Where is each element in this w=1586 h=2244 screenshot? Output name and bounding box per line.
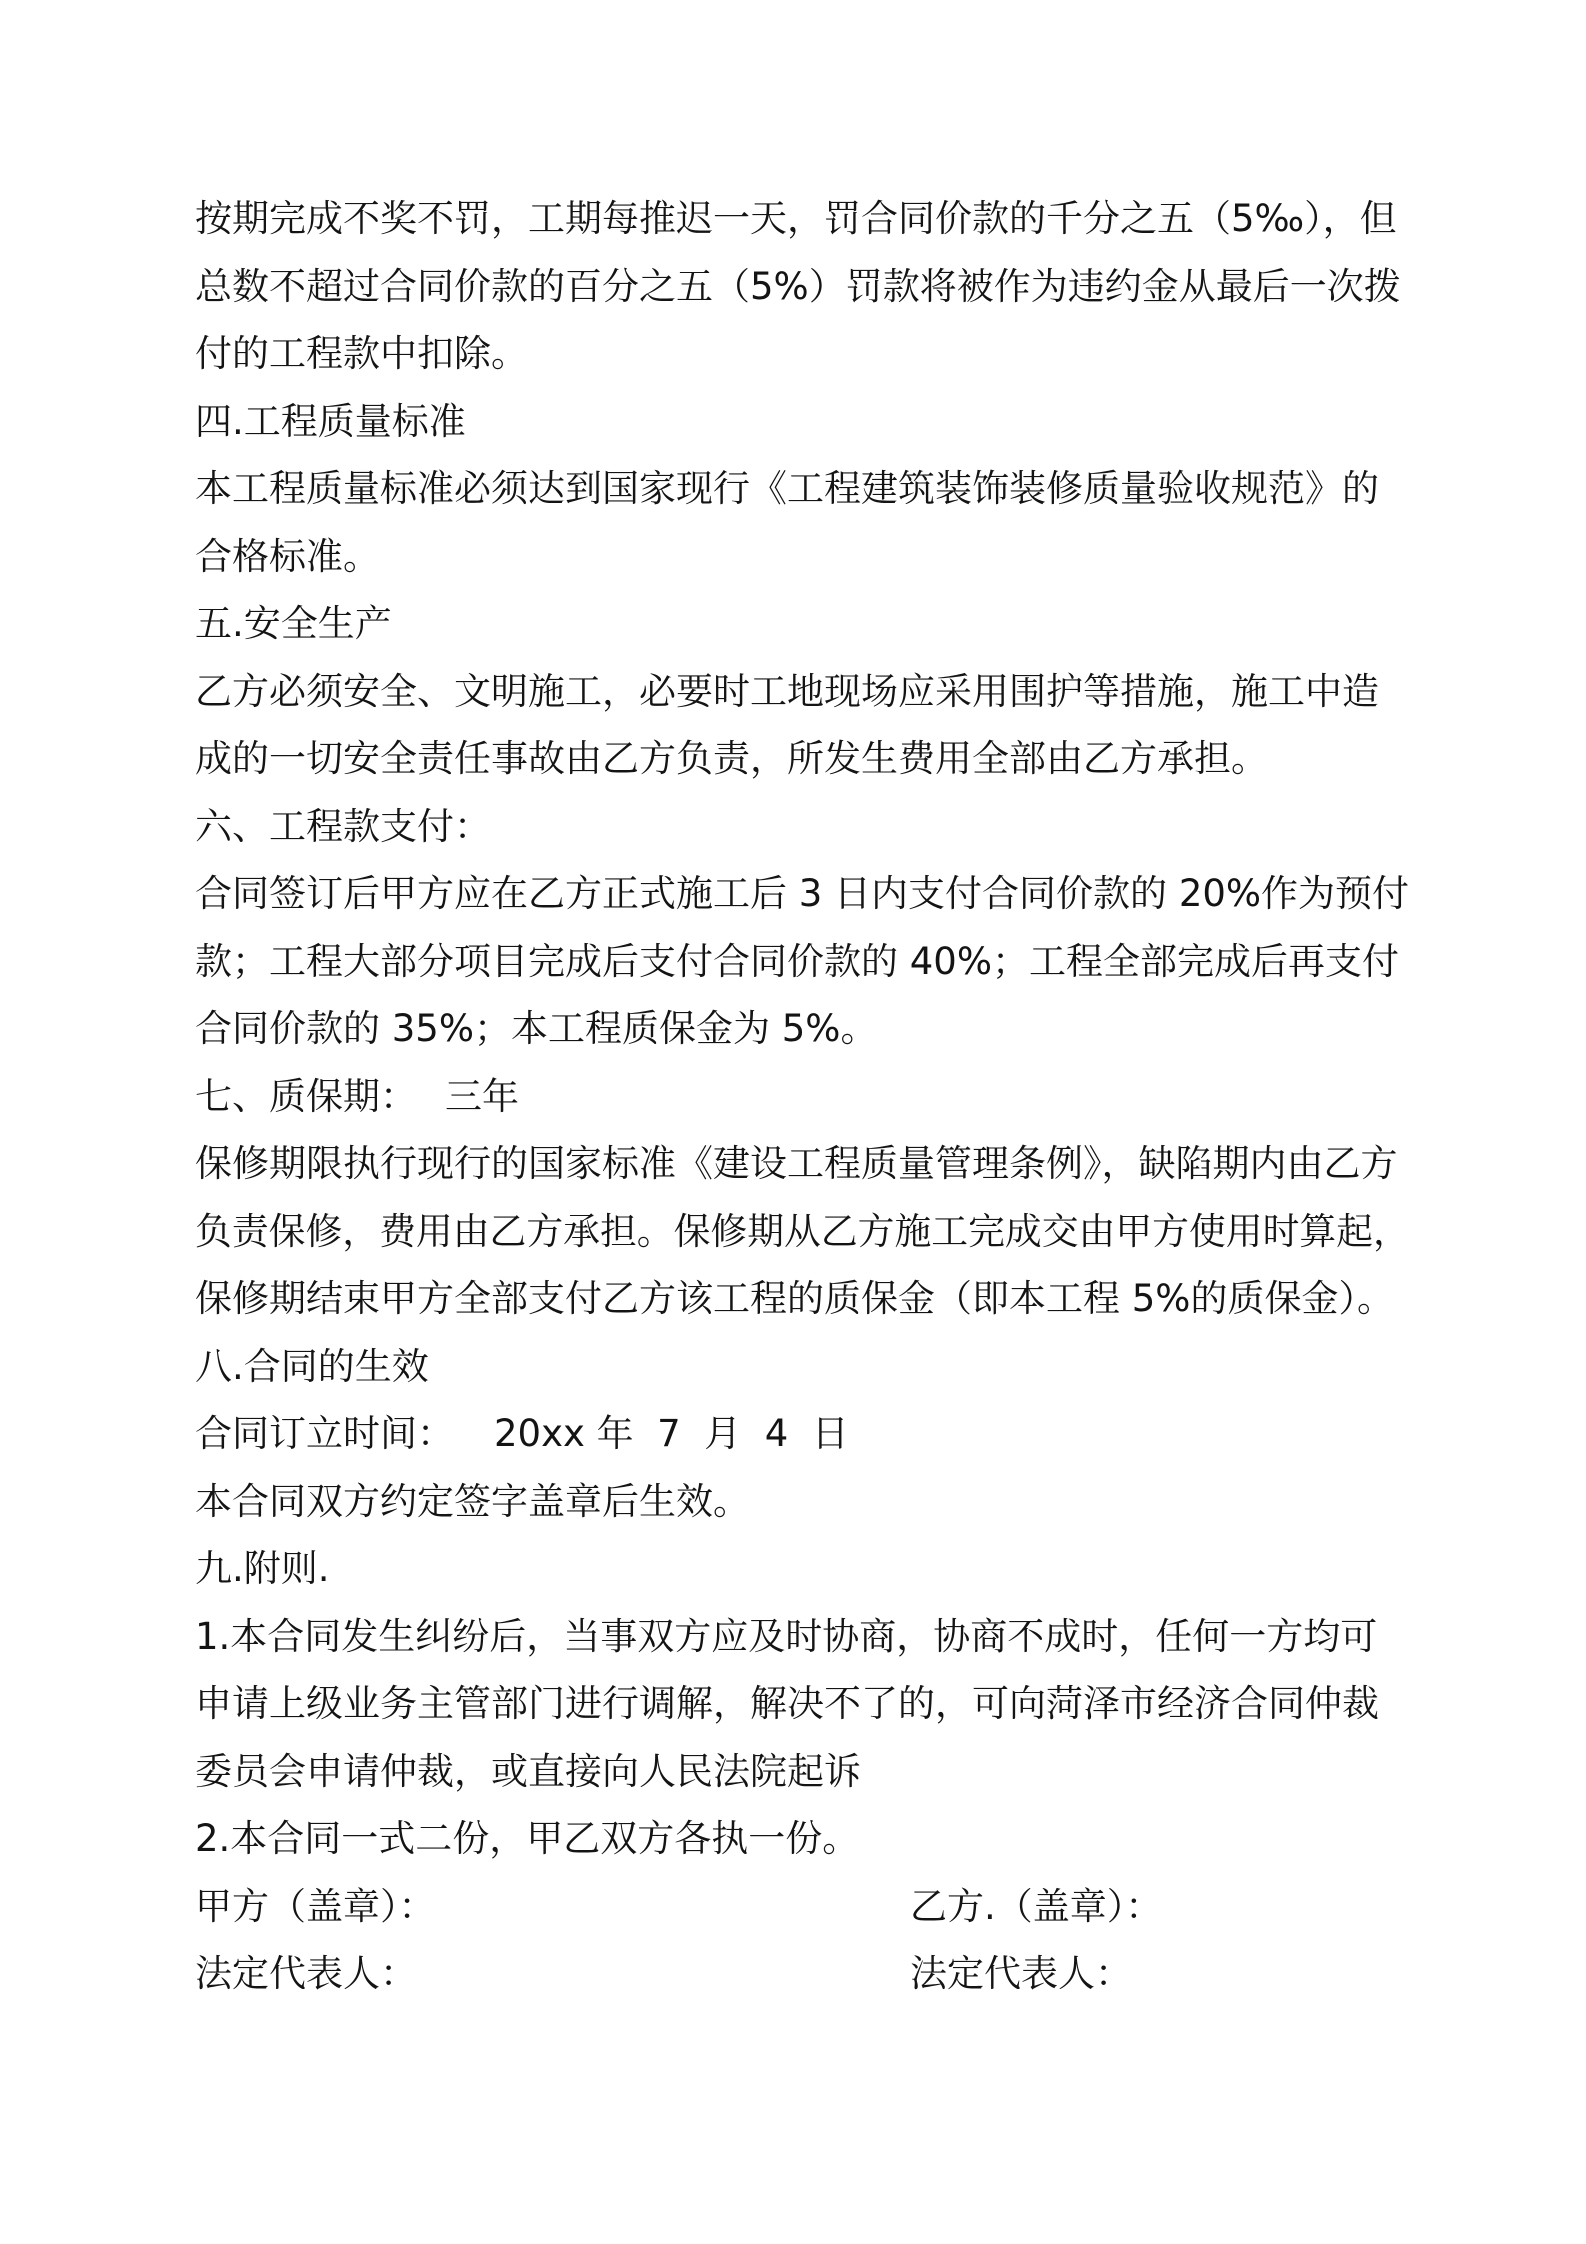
section-7-line-3: 保修期结束甲方全部支付乙方该工程的质保金（即本工程 5%的质保金）。 (195, 1277, 1394, 1320)
contract-effect-text: 本合同双方约定签字盖章后生效。 (195, 1479, 750, 1523)
signature-seal-row (195, 1873, 1410, 1941)
section-5-heading: 五.安全生产 (195, 602, 392, 645)
section-9-line-4: 2.本合同一式二份，甲乙双方各执一份。 (195, 1817, 860, 1860)
party-b-representative-label: 法定代表人： (910, 1952, 1132, 1995)
section-6-line-2: 款；工程大部分项目完成后支付合同价款的 40%；工程全部完成后再支付 (195, 939, 1399, 983)
contract-date-row (195, 1400, 1410, 1468)
contract-date-value: 20xx 年 7 月 4 日 (494, 1412, 849, 1455)
penalty-line-1: 按期完成不奖不罚，工期每推迟一天，罚合同价款的千分之五（5‰），但 (195, 197, 1397, 240)
section-7-heading: 七、质保期： (195, 1074, 417, 1118)
section-9-heading: 九.附则. (195, 1547, 330, 1590)
party-b-seal-label: 乙方.（盖章）： (910, 1884, 1163, 1928)
section-9-line-1: 1.本合同发生纠纷后，当事双方应及时协商，协商不成时，任何一方均可 (195, 1614, 1378, 1658)
section-6-line-1: 合同签订后甲方应在乙方正式施工后 3 日内支付合同价款的 20%作为预付 (195, 872, 1410, 915)
section-7-line-1: 保修期限执行现行的国家标准《建设工程质量管理条例》，缺陷期内由乙方 (195, 1142, 1398, 1185)
party-a-seal-label: 甲方（盖章）： (195, 1884, 436, 1928)
section-4-line-2: 合格标准。 (195, 534, 380, 578)
section-5-line-1: 乙方必须安全、文明施工，必要时工地现场应采用围护等措施，施工中造 (195, 669, 1379, 713)
section-4-line-1: 本工程质量标准必须达到国家现行《工程建筑装饰装修质量验收规范》的 (195, 467, 1379, 510)
contract-date-label: 合同订立时间： (195, 1412, 454, 1455)
warranty-period-value: 三年 (445, 1074, 519, 1118)
signature-rep-row (195, 1940, 1410, 2008)
section-9-line-3: 委员会申请仲裁，或直接向人民法院起诉 (195, 1749, 861, 1793)
contract-page (195, 185, 1410, 2008)
section-5-line-2: 成的一切安全责任事故由乙方负责，所发生费用全部由乙方承担。 (195, 737, 1268, 780)
penalty-line-2: 总数不超过合同价款的百分之五（5%）罚款将被作为违约金从最后一次拨 (195, 264, 1401, 308)
section-4-heading: 四.工程质量标准 (195, 399, 466, 443)
section-7-line-2: 负责保修，费用由乙方承担。保修期从乙方施工完成交由甲方使用时算起， (195, 1209, 1410, 1253)
section-9-line-2: 申请上级业务主管部门进行调解，解决不了的，可向菏泽市经济合同仲裁 (195, 1682, 1379, 1725)
party-a-representative-label: 法定代表人： (195, 1952, 417, 1995)
section-7-heading-row (195, 1063, 1410, 1131)
penalty-line-3: 付的工程款中扣除。 (195, 332, 528, 375)
section-8-heading: 八.合同的生效 (195, 1344, 429, 1388)
section-6-heading: 六、工程款支付： (195, 804, 491, 848)
section-6-line-3: 合同价款的 35%；本工程质保金为 5%。 (195, 1007, 878, 1050)
